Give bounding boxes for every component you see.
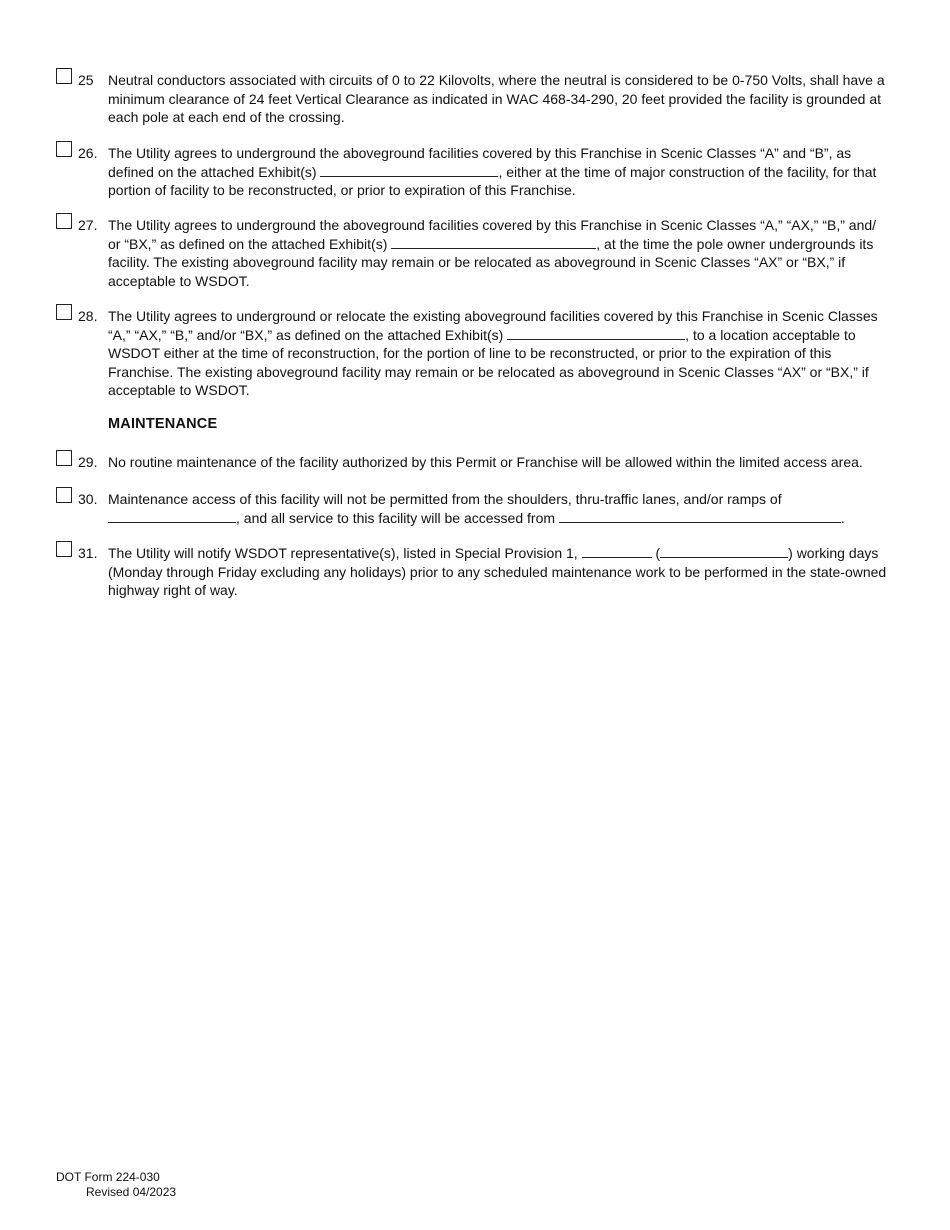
provision-25-number: 25 bbox=[78, 72, 94, 88]
provision-28-text-part2: , to a location acceptable to WSDOT either at the time of reconstruction, for the portion of line to be reconstructed, or prior to the expiration of this Franchise. The existing aboveground facility may remain or be relocated as aboveground in Scenic Classes “AX” or “BX,” if acceptable to WSDOT. bbox=[108, 326, 869, 398]
provision-30-checkbox[interactable] bbox=[56, 487, 72, 503]
provision-28-text-part1: The Utility agrees to underground or relocate the existing aboveground facilities covered by this Franchise in Scenic Classes “A,” “AX,” “B,” and/or “BX,” as defined on the attached Exhibit(s) bbox=[108, 308, 878, 343]
provision-30-text bbox=[108, 490, 892, 527]
provision-31-checkbox[interactable] bbox=[56, 541, 72, 557]
exhibit-blank-27[interactable] bbox=[391, 235, 596, 249]
provision-30-text-part3: . bbox=[840, 509, 845, 526]
exhibit-blank-28[interactable] bbox=[507, 326, 685, 340]
provision-30 bbox=[56, 490, 892, 527]
working-days-words-blank[interactable] bbox=[660, 544, 788, 558]
provision-31-text-part2: ( bbox=[655, 545, 661, 561]
provision-25-checkbox[interactable] bbox=[56, 68, 72, 84]
provision-26-checkbox[interactable] bbox=[56, 141, 72, 157]
section-heading-maintenance: MAINTENANCE bbox=[108, 416, 218, 432]
provision-27-checkbox[interactable] bbox=[56, 213, 72, 229]
provision-31-number: 31. bbox=[78, 545, 98, 561]
provision-28-checkbox[interactable] bbox=[56, 304, 72, 320]
provision-31-text-part3: ) working days (Monday through Friday excluding any holidays) prior to any scheduled maintenance work to be performed in the state-owned highway right of way. bbox=[108, 545, 887, 598]
provision-29-number: 29. bbox=[78, 454, 98, 470]
provision-27-text-part1: The Utility agrees to underground the aboveground facilities covered by this Franchise in Scenic Classes “A,” “AX,” “B,” and/ or “BX,” as defined on the attached Exhibit(s) bbox=[108, 217, 877, 252]
provision-29-checkbox[interactable] bbox=[56, 450, 72, 466]
provision-28-text bbox=[108, 307, 892, 400]
form-revised-date: Revised 04/2023 bbox=[86, 1184, 177, 1199]
provision-30-text-part1: Maintenance access of this facility will not be permitted from the shoulders, thru-traffic lanes, and/or ramps of bbox=[108, 491, 782, 507]
form-number: DOT Form 224-030 bbox=[56, 1170, 160, 1184]
working-days-number-blank[interactable] bbox=[582, 544, 652, 558]
provision-29 bbox=[56, 453, 892, 472]
provision-27 bbox=[56, 216, 892, 290]
access-location-blank[interactable] bbox=[559, 509, 841, 523]
provision-28-number: 28. bbox=[78, 308, 98, 324]
provision-26 bbox=[56, 144, 892, 200]
provision-26-text bbox=[108, 144, 892, 200]
provision-31 bbox=[56, 544, 892, 600]
ramps-blank[interactable] bbox=[108, 509, 236, 523]
provision-26-text-part1: The Utility agrees to underground the aboveground facilities covered by this Franchise in Scenic Classes “A” and “B”, as defined on the attached Exhibit(s) bbox=[108, 145, 852, 180]
form-footer bbox=[56, 1170, 176, 1199]
provision-27-number: 27. bbox=[78, 217, 98, 233]
exhibit-blank-26[interactable] bbox=[320, 163, 498, 177]
provision-27-text-part2: , at the time the pole owner undergrounds its facility. The existing aboveground facility may remain or be relocated as aboveground in Scenic Classes “AX” or “BX,” if acceptable to WSDOT. bbox=[108, 235, 874, 289]
provision-26-text-part2: , either at the time of major construction of the facility, for that portion of facility to be reconstructed, or prior to expiration of this Franchise. bbox=[108, 163, 877, 198]
provision-25-text: Neutral conductors associated with circuits of 0 to 22 Kilovolts, where the neutral is considered to be 0-750 Volts, shall have a minimum clearance of 24 feet Vertical Clearance as indicated in WAC 468-34-290, 20 feet provided the facility is grounded at each pole at each end of the crossing. bbox=[108, 72, 885, 125]
provision-30-text-part2: , and all service to this facility will be accessed from bbox=[236, 509, 556, 526]
provision-25 bbox=[56, 71, 892, 127]
provision-26-number: 26. bbox=[78, 145, 98, 161]
provision-31-text bbox=[108, 544, 892, 600]
provision-29-text: No routine maintenance of the facility authorized by this Permit or Franchise will be allowed within the limited access area. bbox=[108, 454, 863, 470]
provision-28 bbox=[56, 307, 892, 400]
provision-31-text-part1: The Utility will notify WSDOT representative(s), listed in Special Provision 1, bbox=[108, 545, 578, 561]
provision-30-number: 30. bbox=[78, 491, 98, 507]
provision-27-text bbox=[108, 216, 892, 290]
